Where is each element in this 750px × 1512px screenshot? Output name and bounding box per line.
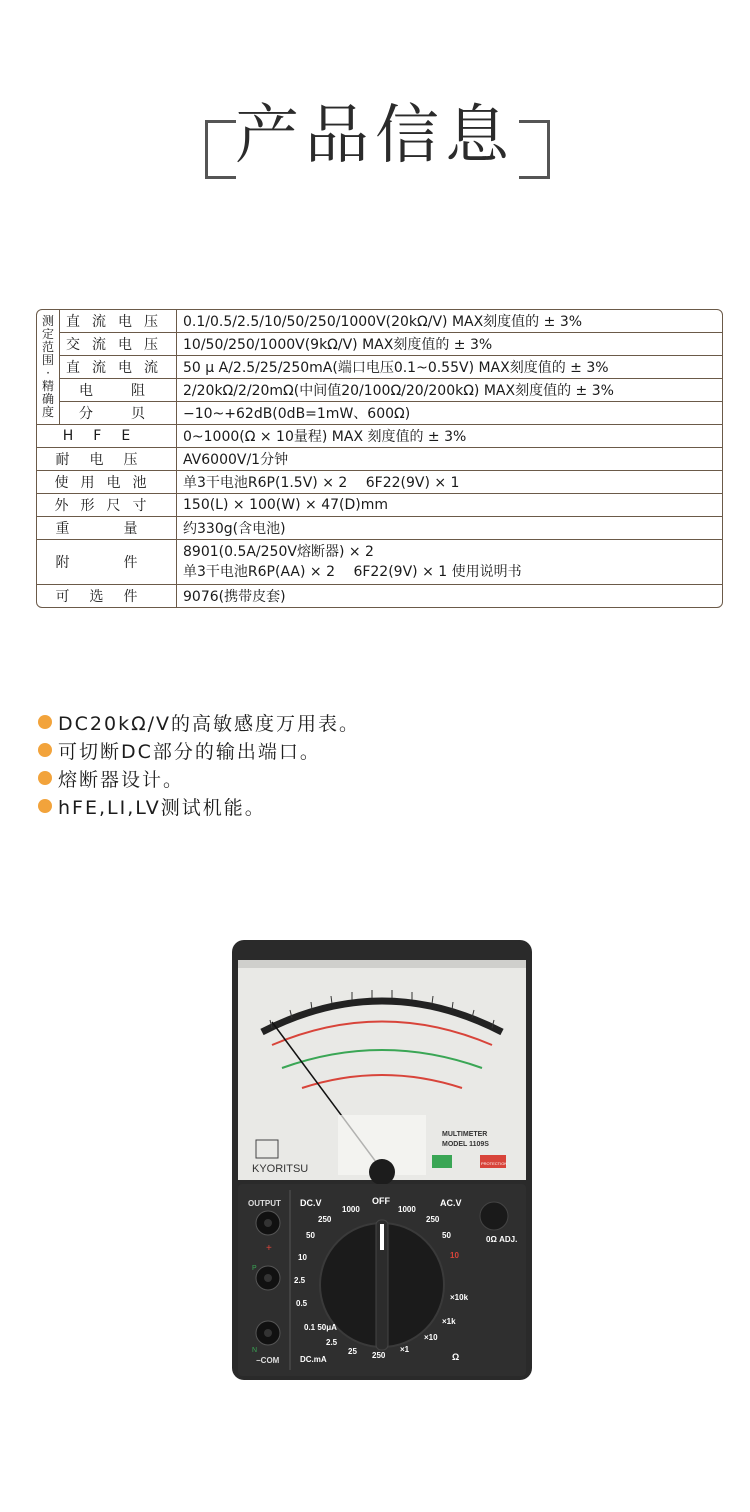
row-label: 可选件 <box>37 585 177 607</box>
range-ohm-x1k: ×1k <box>442 1317 456 1326</box>
row-label: HFE <box>37 425 177 448</box>
dcv-label: DC.V <box>300 1198 322 1208</box>
acv-label: AC.V <box>440 1198 462 1208</box>
range-dcv-0.1: 0.1 50μA <box>304 1323 337 1332</box>
com-label: −COM <box>256 1356 280 1365</box>
row-value: 10/50/250/1000V(9kΩ/V) MAX刻度值的 ± 3% <box>177 333 722 356</box>
row-label: 重 量 <box>37 517 177 540</box>
zero-adj-label: 0Ω ADJ. <box>486 1235 518 1244</box>
title-section <box>0 60 750 200</box>
table-row <box>37 310 722 333</box>
output-label: OUTPUT <box>248 1199 281 1208</box>
model-line1: MULTIMETER <box>442 1131 488 1138</box>
range-dcv-10: 10 <box>298 1253 307 1262</box>
row-label: 直流电流 <box>60 356 177 379</box>
feature-text: 熔断器设计。 <box>58 768 185 791</box>
off-label: OFF <box>372 1196 390 1206</box>
list-item <box>38 736 718 764</box>
range-dcv-250: 250 <box>318 1215 332 1224</box>
table-row <box>37 425 722 448</box>
row-label: 直流电压 <box>60 310 177 333</box>
needle-adjust-knob <box>369 1159 395 1185</box>
row-value: 约330g(含电池) <box>177 517 722 540</box>
plus-label: + <box>266 1243 272 1254</box>
zero-adjust-knob[interactable] <box>480 1202 508 1230</box>
output-jack-hole <box>264 1219 272 1227</box>
model-line2: MODEL 1109S <box>442 1141 489 1148</box>
bullet-dot-icon <box>38 771 52 785</box>
range-dcv-0.5: 0.5 <box>296 1299 308 1308</box>
range-acv-250: 250 <box>426 1215 440 1224</box>
com-jack-hole <box>264 1329 272 1337</box>
range-ohm-x10: ×10 <box>424 1333 438 1342</box>
list-item <box>38 708 718 736</box>
row-label: 外形尺寸 <box>37 494 177 517</box>
range-dcma-2.5: 2.5 <box>326 1338 338 1347</box>
p-label: P <box>252 1265 257 1272</box>
ohm-label: Ω <box>452 1352 460 1362</box>
table-row <box>37 471 722 494</box>
selector-indicator <box>380 1224 384 1250</box>
row-value-line: 8901(0.5A/250V熔断器) × 2 <box>183 544 374 560</box>
face-shadow <box>238 960 526 968</box>
row-value <box>177 540 722 585</box>
table-row <box>37 585 722 607</box>
n-label: N <box>252 1347 258 1354</box>
table-row <box>37 494 722 517</box>
bullet-dot-icon <box>38 715 52 729</box>
table-row <box>37 356 722 379</box>
table-row <box>37 448 722 471</box>
row-value: 150(L) × 100(W) × 47(D)mm <box>177 494 722 517</box>
feature-list <box>38 708 718 820</box>
table-row <box>37 379 722 402</box>
range-ohm-x1: ×1 <box>400 1345 410 1354</box>
row-value: 0~1000(Ω × 10量程) MAX 刻度值的 ± 3% <box>177 425 722 448</box>
protection-text: PROTECTION <box>481 1161 508 1166</box>
range-acv-1000: 1000 <box>398 1205 416 1214</box>
list-item <box>38 764 718 792</box>
list-item <box>38 792 718 820</box>
feature-text: 可切断DC部分的输出端口。 <box>58 740 321 763</box>
range-acv-10: 10 <box>450 1251 459 1260</box>
range-dcv-1000: 1000 <box>342 1205 360 1214</box>
multimeter-image <box>232 940 532 1380</box>
row-label: 电 阻 <box>60 379 177 402</box>
range-dcma-250: 250 <box>372 1351 386 1360</box>
range-acv-50: 50 <box>442 1231 451 1240</box>
spec-side-label <box>37 310 60 425</box>
bullet-dot-icon <box>38 743 52 757</box>
cat-badge-icon <box>432 1155 452 1168</box>
table-row <box>37 540 722 585</box>
table-row <box>37 402 722 425</box>
feature-text: hFE,LI,LV测试机能。 <box>58 796 266 819</box>
range-dcv-50: 50 <box>306 1231 315 1240</box>
row-value: 单3干电池R6P(1.5V) × 2 6F22(9V) × 1 <box>177 471 722 494</box>
row-label: 使用电池 <box>37 471 177 494</box>
plus-jack-hole <box>264 1274 272 1282</box>
range-dcv-2.5: 2.5 <box>294 1276 306 1285</box>
row-label: 交流电压 <box>60 333 177 356</box>
row-label: 附 件 <box>37 540 177 585</box>
table-row <box>37 333 722 356</box>
row-value-line: 单3干电池R6P(AA) × 2 6F22(9V) × 1 使用说明书 <box>183 564 522 580</box>
page-title: 产品信息 <box>235 99 515 173</box>
dcma-label: DC.mA <box>300 1355 327 1364</box>
row-value: 50 μ A/2.5/25/250mA(端口电压0.1~0.55V) MAX刻度值的 ± 3% <box>177 356 722 379</box>
row-label: 分 贝 <box>60 402 177 425</box>
table-row <box>37 517 722 540</box>
row-value: 0.1/0.5/2.5/10/50/250/1000V(20kΩ/V) MAX刻度值的 ± 3% <box>177 310 722 333</box>
range-ohm-x10k: ×10k <box>450 1293 469 1302</box>
feature-text: DC20kΩ/V的高敏感度万用表。 <box>58 712 360 735</box>
brand-name: KYORITSU <box>252 1163 309 1175</box>
range-dcma-25: 25 <box>348 1347 357 1356</box>
row-label: 耐电压 <box>37 448 177 471</box>
row-value: AV6000V/1分钟 <box>177 448 722 471</box>
row-value: 2/20kΩ/2/20mΩ(中间值20/100Ω/20/200kΩ) MAX刻度值的 ± 3% <box>177 379 722 402</box>
bullet-dot-icon <box>38 799 52 813</box>
row-value: −10~+62dB(0dB=1mW、600Ω) <box>177 402 722 425</box>
row-value: 9076(携带皮套) <box>183 589 286 605</box>
side-label-text: 测定范围·精确度 <box>41 314 54 419</box>
spec-table <box>36 309 723 608</box>
